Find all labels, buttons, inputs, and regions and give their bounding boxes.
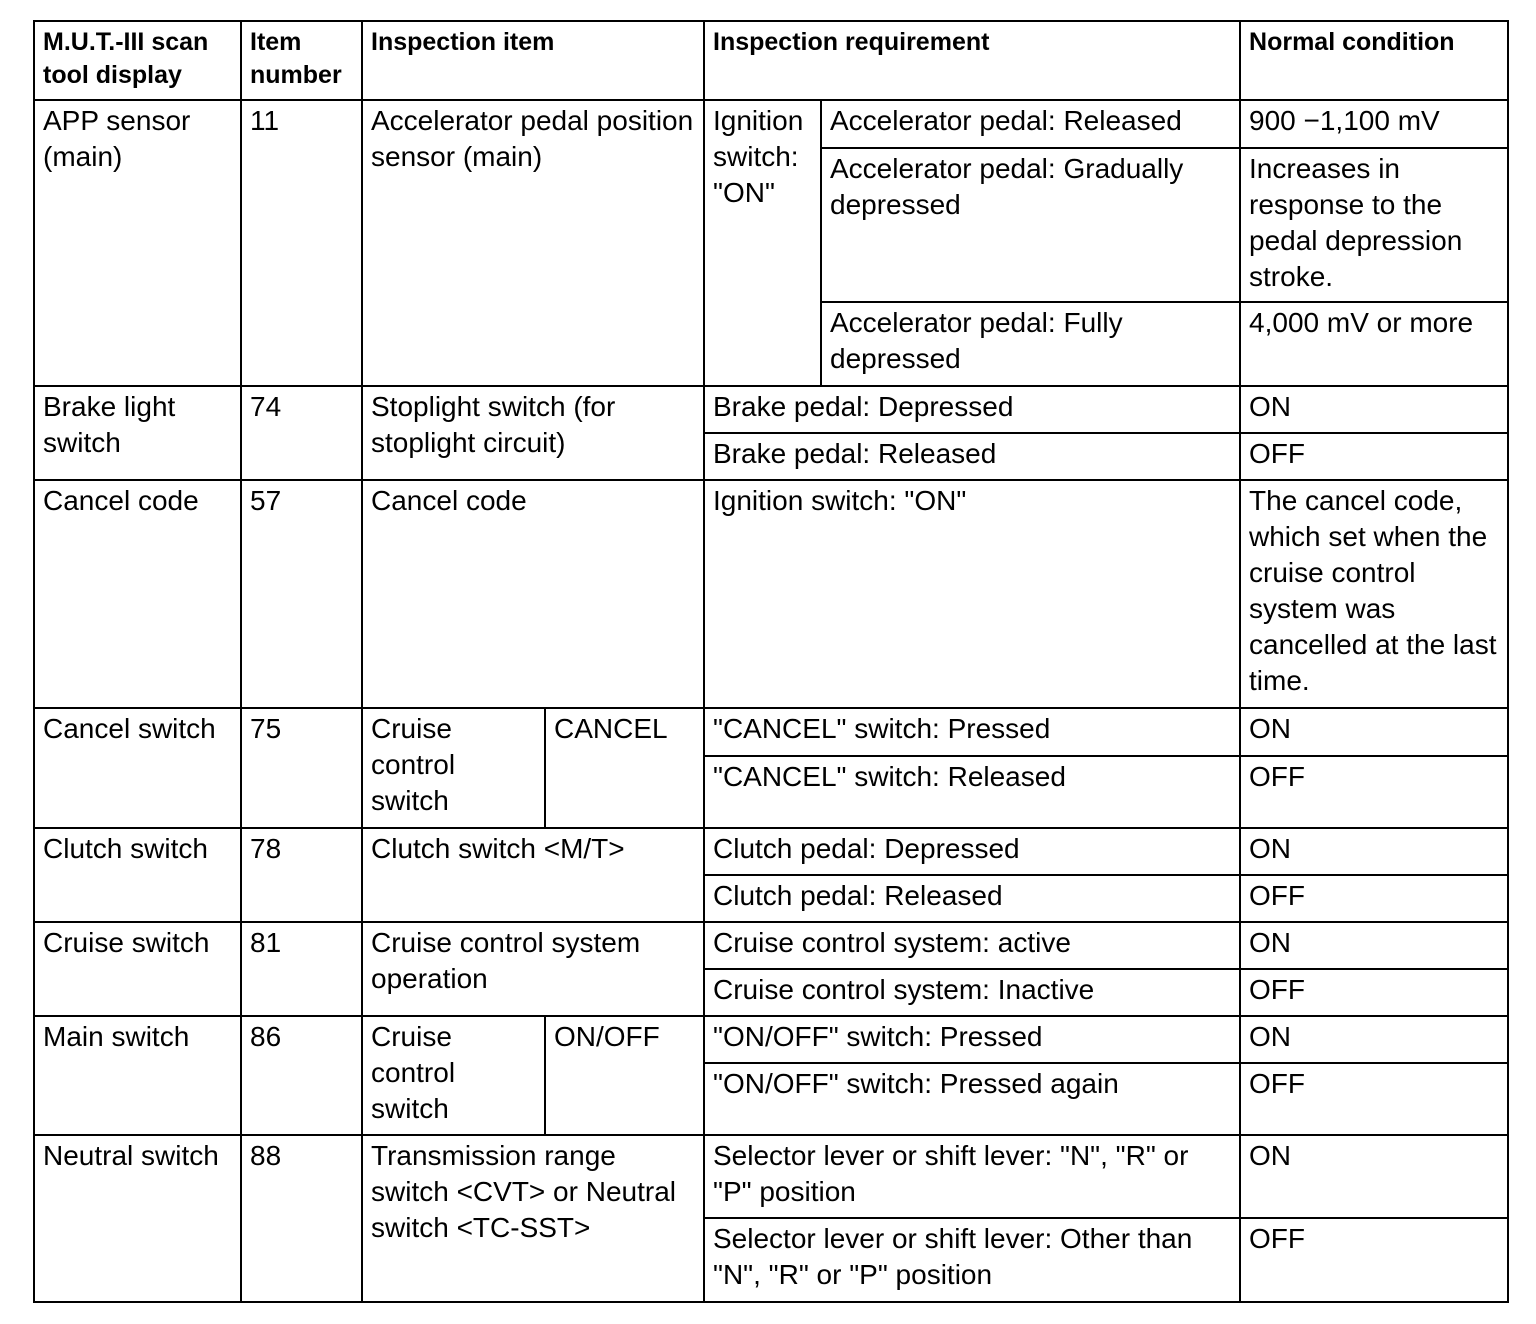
- requirement-cell: "CANCEL" switch: Pressed: [704, 708, 1240, 755]
- table-row: [34, 386, 1508, 433]
- item-sub-cell: CANCEL: [545, 708, 704, 827]
- item-cell: Cruise control switch: [362, 1016, 545, 1135]
- header-inspection-item: Inspection item: [362, 21, 704, 100]
- normal-cell: OFF: [1240, 1218, 1508, 1302]
- requirement-cell: "ON/OFF" switch: Pressed: [704, 1016, 1240, 1063]
- display-cell: Clutch switch: [34, 828, 241, 922]
- normal-cell: ON: [1240, 708, 1508, 755]
- item-sub-cell: ON/OFF: [545, 1016, 704, 1135]
- requirement-cell: Selector lever or shift lever: Other than "N", "R" or "P" position: [704, 1218, 1240, 1302]
- normal-cell: The cancel code, which set when the cruise control system was cancelled at the last time.: [1240, 480, 1508, 708]
- requirement-cell: Brake pedal: Released: [704, 433, 1240, 480]
- header-requirement: Inspection requirement: [704, 21, 1240, 100]
- number-cell: 88: [241, 1135, 362, 1302]
- requirement-cell: "ON/OFF" switch: Pressed again: [704, 1063, 1240, 1135]
- requirement-cell: Clutch pedal: Depressed: [704, 828, 1240, 875]
- item-cell: Cruise control system operation: [362, 922, 704, 1016]
- item-cell: Cruise control switch: [362, 708, 545, 827]
- item-cell: Accelerator pedal position sensor (main): [362, 100, 704, 386]
- item-cell: Cancel code: [362, 480, 704, 708]
- header-row: [34, 21, 1508, 100]
- display-cell: Brake light switch: [34, 386, 241, 480]
- item-cell: Stoplight switch (for stoplight circuit): [362, 386, 704, 480]
- number-cell: 11: [241, 100, 362, 386]
- normal-cell: OFF: [1240, 433, 1508, 480]
- requirement-cell: Ignition switch: "ON": [704, 480, 1240, 708]
- normal-cell: 4,000 mV or more: [1240, 302, 1508, 386]
- normal-cell: ON: [1240, 386, 1508, 433]
- condition-cell: Ignition switch: "ON": [704, 100, 821, 386]
- table-row: [34, 1016, 1508, 1063]
- number-cell: 57: [241, 480, 362, 708]
- requirement-cell: Cruise control system: Inactive: [704, 969, 1240, 1016]
- normal-cell: ON: [1240, 1135, 1508, 1218]
- normal-cell: Increases in response to the pedal depression stroke.: [1240, 148, 1508, 302]
- header-item-number: Item number: [241, 21, 362, 100]
- display-cell: APP sensor (main): [34, 100, 241, 386]
- display-cell: Cancel switch: [34, 708, 241, 827]
- normal-cell: ON: [1240, 1016, 1508, 1063]
- requirement-cell: Selector lever or shift lever: "N", "R" or "P" position: [704, 1135, 1240, 1218]
- requirement-cell: Cruise control system: active: [704, 922, 1240, 969]
- display-cell: Main switch: [34, 1016, 241, 1135]
- header-display: M.U.T.-III scan tool display: [34, 21, 241, 100]
- requirement-cell: Accelerator pedal: Gradually depressed: [821, 148, 1240, 302]
- header-normal-condition: Normal condition: [1240, 21, 1508, 100]
- requirement-cell: Clutch pedal: Released: [704, 875, 1240, 922]
- table-row: [34, 828, 1508, 875]
- normal-cell: OFF: [1240, 875, 1508, 922]
- requirement-cell: Accelerator pedal: Released: [821, 100, 1240, 148]
- number-cell: 78: [241, 828, 362, 922]
- item-cell: Clutch switch <M/T>: [362, 828, 704, 922]
- table-row: [34, 100, 1508, 148]
- requirement-cell: Accelerator pedal: Fully depressed: [821, 302, 1240, 386]
- table-row: [34, 1135, 1508, 1218]
- inspection-table: [33, 20, 1509, 1303]
- table-row: [34, 708, 1508, 755]
- display-cell: Cancel code: [34, 480, 241, 708]
- normal-cell: ON: [1240, 828, 1508, 875]
- number-cell: 75: [241, 708, 362, 827]
- normal-cell: 900 −1,100 mV: [1240, 100, 1508, 148]
- normal-cell: ON: [1240, 922, 1508, 969]
- requirement-cell: "CANCEL" switch: Released: [704, 756, 1240, 828]
- table-row: [34, 480, 1508, 708]
- display-cell: Neutral switch: [34, 1135, 241, 1302]
- normal-cell: OFF: [1240, 1063, 1508, 1135]
- display-cell: Cruise switch: [34, 922, 241, 1016]
- table-row: [34, 922, 1508, 969]
- number-cell: 81: [241, 922, 362, 1016]
- normal-cell: OFF: [1240, 969, 1508, 1016]
- item-cell: Transmission range switch <CVT> or Neutral switch <TC-SST>: [362, 1135, 704, 1302]
- requirement-cell: Brake pedal: Depressed: [704, 386, 1240, 433]
- number-cell: 86: [241, 1016, 362, 1135]
- number-cell: 74: [241, 386, 362, 480]
- normal-cell: OFF: [1240, 756, 1508, 828]
